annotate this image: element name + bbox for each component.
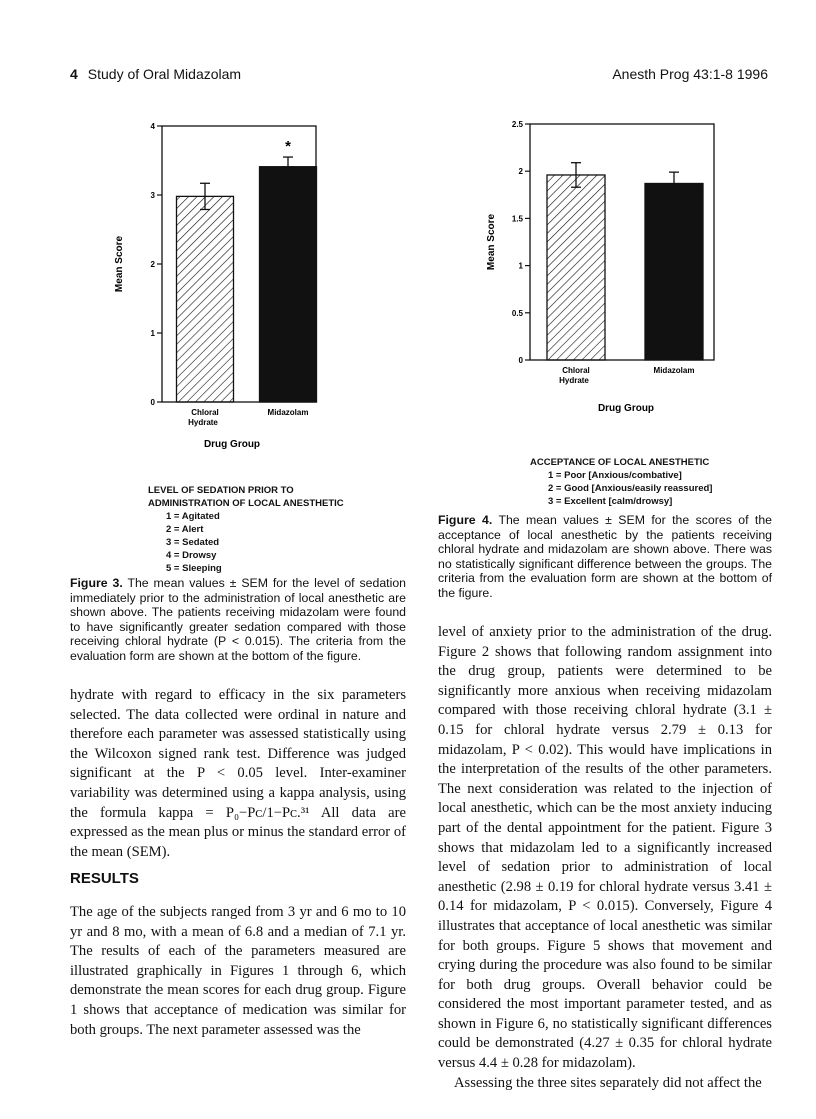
category-label: Chloral: [191, 408, 219, 417]
caption-text: The mean values ± SEM for the scores of the acceptance of local anesthetic by the patients receiving chloral hydrate and midazolam are shown above. There was no statistically significant difference between the groups. The criteria from the evaluation form are shown at the bottom of the figure.: [438, 513, 773, 600]
significance-marker: *: [285, 138, 291, 156]
criteria-item: 3 = Excellent [calm/drowsy]: [548, 496, 673, 507]
criteria-item: 5 = Sleeping: [166, 563, 222, 574]
results-heading: RESULTS: [70, 870, 139, 887]
category-label: Hydrate: [188, 418, 218, 427]
paragraph: Assessing the three sites separately did not affect the: [454, 1074, 762, 1091]
y-axis-label: Mean Score: [486, 213, 497, 271]
y-tick-label: 1: [518, 261, 523, 271]
category-label: Hydrate: [559, 376, 589, 385]
figure-4-caption: [438, 513, 772, 601]
journal-citation: Anesth Prog 43:1-8 1996: [612, 66, 768, 82]
bar: [260, 167, 317, 402]
figure-3-chart: [100, 115, 330, 455]
criteria-item: 3 = Sedated: [166, 537, 220, 548]
y-tick-label: 1: [150, 329, 155, 338]
criteria-title-line: ADMINISTRATION OF LOCAL ANESTHETIC: [148, 498, 344, 509]
caption-text: The mean values ± SEM for the level of sedation immediately prior to the administration of local anesthetic are shown above. The patients receiving midazolam were found to have significantly greater sedation compared with those receiving chloral hydrate (P < 0.015). The criteria from the evaluation form are shown at the bottom of the figure.: [70, 576, 406, 663]
criteria-item: 2 = Alert: [166, 524, 204, 535]
running-title: Study of Oral Midazolam: [87, 66, 242, 82]
criteria-title-line: ACCEPTANCE OF LOCAL ANESTHETIC: [530, 457, 710, 468]
y-tick-label: 0: [518, 356, 523, 365]
y-tick-label: 2: [518, 167, 523, 177]
y-tick-label: 2.5: [511, 120, 523, 129]
caption-label: Figure 4.: [438, 513, 493, 527]
y-tick-label: 0.5: [511, 308, 523, 318]
x-axis-label: Drug Group: [203, 439, 261, 450]
y-tick-label: 0: [150, 398, 155, 407]
left-column-paragraph-1: [70, 686, 406, 862]
criteria-item: 1 = Poor [Anxious/combative]: [548, 470, 682, 481]
figure-3-caption: [70, 576, 406, 664]
left-column-paragraph-2: [70, 903, 406, 1040]
category-label: Midazolam: [653, 366, 695, 375]
bar: [547, 175, 605, 360]
paragraph: hydrate with regard to efficacy in the six parameters selected. The data collected were ordinal in nature and therefore each parameter was assessed statistically using the Wilcoxon signed rank test. Difference was judged significant at the P < 0.05 level. Inter-examiner variability was determined using a kappa analysis, using the formula kappa = P₀−Pᴄ/1−Pᴄ.³¹ All data are expressed as the mean plus or minus the standard error of the mean (SEM).: [70, 687, 406, 860]
page-number: 4: [70, 66, 78, 82]
bar: [177, 196, 234, 402]
category-label: Chloral: [562, 366, 590, 375]
criteria-title-line: LEVEL OF SEDATION PRIOR TO: [148, 485, 294, 496]
criteria-item: 4 = Drowsy: [166, 550, 217, 561]
y-tick-label: 1.5: [511, 214, 523, 224]
criteria-item: 1 = Agitated: [166, 511, 220, 522]
paragraph: level of anxiety prior to the administration of the drug. Figure 2 shows that following random assignment into the drug group, patients were determined to be significantly more anxious when receiving midazolam compared with those receiving chloral hydrate (3.1 ± 0.15 for chloral hydrate versus 2.79 ± 0.13 for midazolam, P < 0.02). This would have implications in the interpretation of the results of the other parameters. The next consideration was related to the injection of local anesthetic, which can be the most anxiety inducing part of the dental appointment for the patient. Figure 3 shows that midazolam led to a significantly increased level of sedation prior to administration of local anesthetic (2.98 ± 0.19 for chloral hydrate versus 3.41 ± 0.14 for midazolam, P < 0.015). Conversely, Figure 4 illustrates that acceptance of local anesthetic was similar for both groups. Figure 5 shows that movement and crying during the procedure was also found to be similar for both drug groups. Overall behavior could be considered the most important parameter tested, and as shown in Figure 6, no statistically significant differences could be demonstrated (4.27 ± 0.35 for chloral hydrate versus 4.4 ± 0.28 for midazolam).: [438, 624, 772, 1072]
running-header-left: [70, 66, 241, 82]
bar: [645, 183, 703, 360]
figure-3-criteria: [148, 484, 344, 575]
criteria-item: 2 = Good [Anxious/easily reassured]: [548, 483, 713, 494]
y-tick-label: 3: [150, 191, 155, 200]
y-tick-label: 2: [150, 260, 155, 269]
x-axis-label: Drug Group: [597, 403, 655, 414]
y-tick-label: 4: [150, 122, 155, 131]
figure-4-chart: [470, 115, 730, 415]
category-label: Midazolam: [267, 408, 309, 417]
y-axis-label: Mean Score: [114, 235, 125, 293]
caption-label: Figure 3.: [70, 576, 123, 590]
figure-4-criteria: [530, 456, 712, 508]
paragraph: The age of the subjects ranged from 3 yr and 6 mo to 10 yr and 8 mo, with a mean of 6.8 and a median of 7.1 yr. The results of each of the parameters measured are illustrated graphically in Figures 1 through 6, which demonstrate the mean scores for each drug group. Figure 1 shows that acceptance of medication was similar for both groups. The next parameter assessed was the: [70, 904, 406, 1038]
right-column-text: [438, 623, 772, 1093]
